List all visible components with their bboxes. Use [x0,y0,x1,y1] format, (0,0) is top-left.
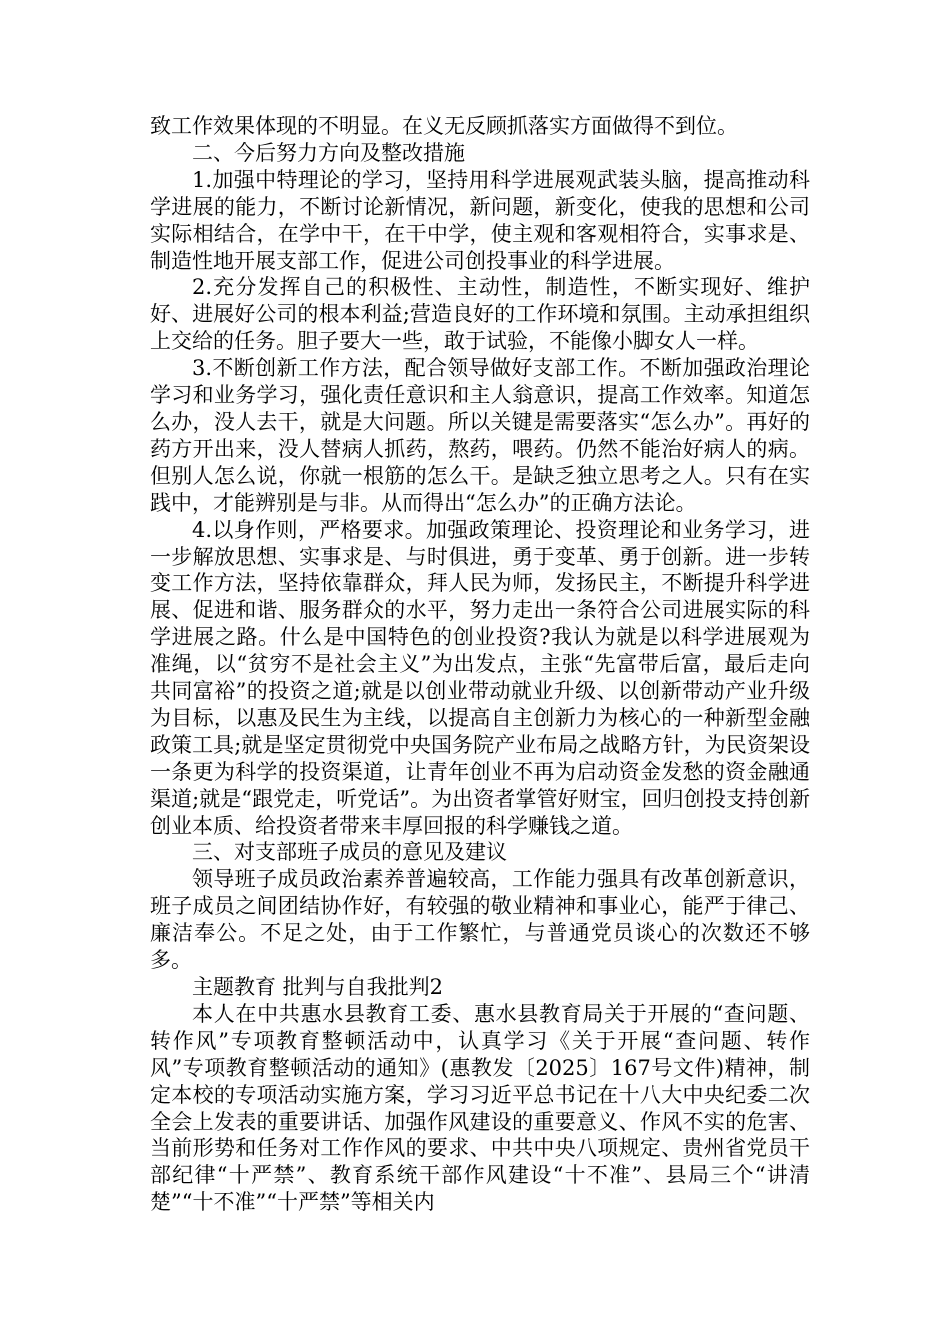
section-heading-2: 二、今后努力方向及整改措施 [192,140,465,165]
paragraph-item-4: 4.以身作则，严格要求。加强政策理论、投资理论和业务学习，进一步解放思想、实事求是、与时俱进，勇于变革、勇于创新。进一步转变工作方法，坚持依靠群众，拜人民为师，发扬民主，不断提升科学进展、促进和谐、服务群众的水平，努力走出一条符合公司进展实际的科学进展之路。什么是中国特色的创业投资?我认为就是以科学进展观为准绳，以“贫穷不是社会主义”为出发点，主张“先富带后富，最后走向共同富裕”的投资之道;就是以创业带动就业升级、以创新带动产业升级为目标，以惠及民生为主线，以提高自主创新力为核心的一种新型金融政策工具;就是坚定贯彻党中央国务院产业布局之战略方针，为民资架设一条更为科学的投资渠道，让青年创业不再为启动资金发愁的资金融通渠道;就是“跟党走，听党话”。为出资者掌管好财宝，回归创投支持创新创业本质、给投资者带来丰厚回报的科学赚钱之道。 [150,517,810,838]
paragraph-item-2: 2.充分发挥自己的积极性、主动性，制造性，不断实现好、维护好、进展好公司的根本利益;营造良好的工作环境和氛围。主动承担组织上交给的任务。胆子要大一些，敢于试验，不能像小脚女人一样。 [150,275,810,354]
paragraph-article-2-intro: 本人在中共惠水县教育工委、惠水县教育局关于开展的“查问题、转作风”专项教育整顿活动中，认真学习《关于开展“查问题、转作风”专项教育整顿活动的通知》(惠教发〔2025〕167号文件)精神，制定本校的专项活动实施方案，学习习近平总书记在十八大中央纪委二次全会上发表的重要讲话、加强作风建设的重要意义、作风不实的危害、当前形势和任务对工作作风的要求、中共中央八项规定、贵州省党员干部纪律“十严禁”、教育系统干部作风建设“十不准”、县局三个“讲清楚”“十不准”“十严禁”等相关内 [150,1001,810,1215]
paragraph-continuation: 致工作效果体现的不明显。在义无反顾抓落实方面做得不到位。 [150,114,738,138]
article-title-2: 主题教育 批判与自我批判2 [192,975,444,999]
section-heading-3: 三、对支部班子成员的意见及建议 [192,840,507,865]
paragraph-item-3: 3.不断创新工作方法，配合领导做好支部工作。不断加强政治理论学习和业务学习，强化责任意识和主人翁意识，提高工作效率。知道怎么办，没人去干，就是大问题。所以关键是需要落实“怎么办”。再好的药方开出来，没人替病人抓药，熬药，喂药。仍然不能治好病人的病。但别人怎么说，你就一根筋的怎么干。是缺乏独立思考之人。只有在实践中，才能辨别是与非。从而得出“怎么办”的正确方法论。 [150,356,810,515]
document-body [150,113,810,1216]
paragraph-item-1: 1.加强中特理论的学习，坚持用科学进展观武装头脑，提高推动科学进展的能力，不断讨论新情况，新问题，新变化，使我的思想和公司实际相结合，在学中干，在干中学，使主观和客观相符合，实事求是、制造性地开展支部工作，促进公司创投事业的科学进展。 [150,167,810,273]
paragraph-suggestions: 领导班子成员政治素养普遍较高，工作能力强具有改革创新意识，班子成员之间团结协作好，有较强的敬业精神和事业心，能严于律己、廉洁奉公。不足之处，由于工作繁忙，与普通党员谈心的次数还不够多。 [150,867,810,973]
